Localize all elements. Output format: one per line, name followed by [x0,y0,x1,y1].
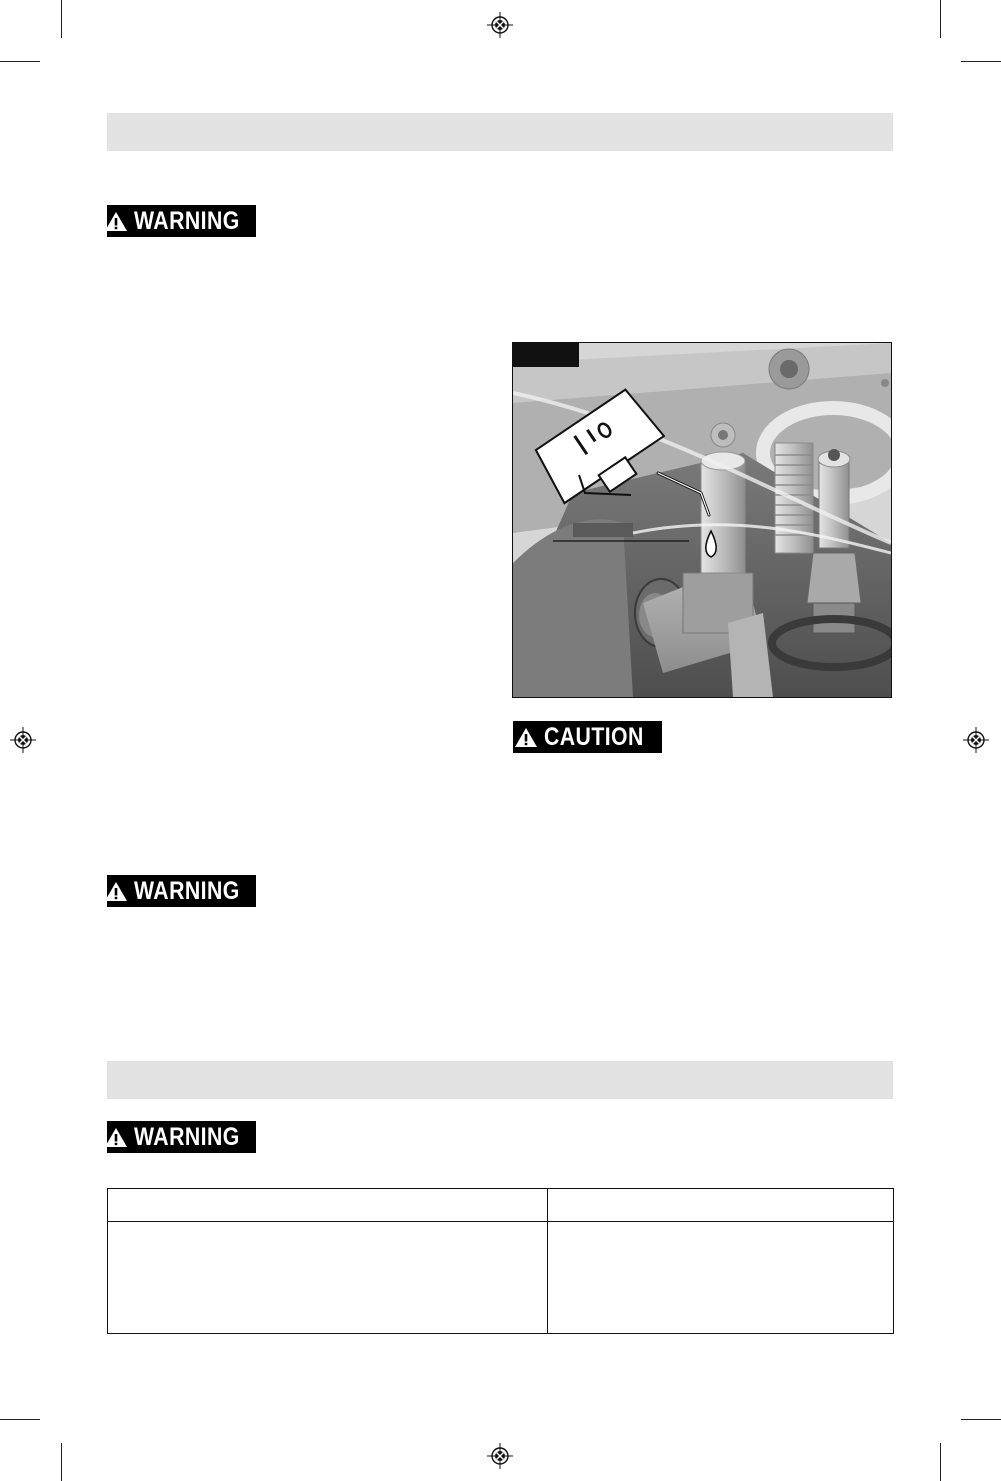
warning-label-text: WARNING [134,1122,241,1151]
crop-mark [961,61,1001,62]
warning-label [107,205,256,237]
table-cell [108,1222,548,1334]
warning-triangle-icon [514,727,538,748]
crop-mark [0,61,40,62]
warning-label [107,1121,256,1153]
warning-triangle-icon [104,1127,128,1148]
warning-label-text: WARNING [134,876,241,905]
warning-label [107,875,256,907]
registration-mark-icon [963,727,989,753]
figure-oil-lubrication [512,342,892,698]
section-heading-band [107,113,893,151]
table-header-cell [108,1189,548,1222]
table-header-cell [548,1189,894,1222]
warning-triangle-icon [104,211,128,232]
crop-mark [940,1443,941,1481]
caution-label-text: CAUTION [543,722,644,751]
section-heading-band [107,1061,893,1099]
table-cell [548,1222,894,1334]
router-oiling-illustration [513,343,891,697]
registration-mark-icon [10,727,36,753]
warning-label-text: WARNING [134,206,241,235]
caution-label [513,721,662,753]
crop-mark [0,1419,40,1420]
crop-mark [61,1443,62,1481]
accessories-table [107,1188,894,1334]
crop-mark [61,0,62,38]
crop-mark [961,1419,1001,1420]
table-header-row [108,1189,894,1222]
registration-mark-icon [487,1443,513,1469]
warning-triangle-icon [104,881,128,902]
figure-number-tab [513,343,579,367]
crop-mark [940,0,941,38]
table-row [108,1222,894,1334]
registration-mark-icon [487,12,513,38]
